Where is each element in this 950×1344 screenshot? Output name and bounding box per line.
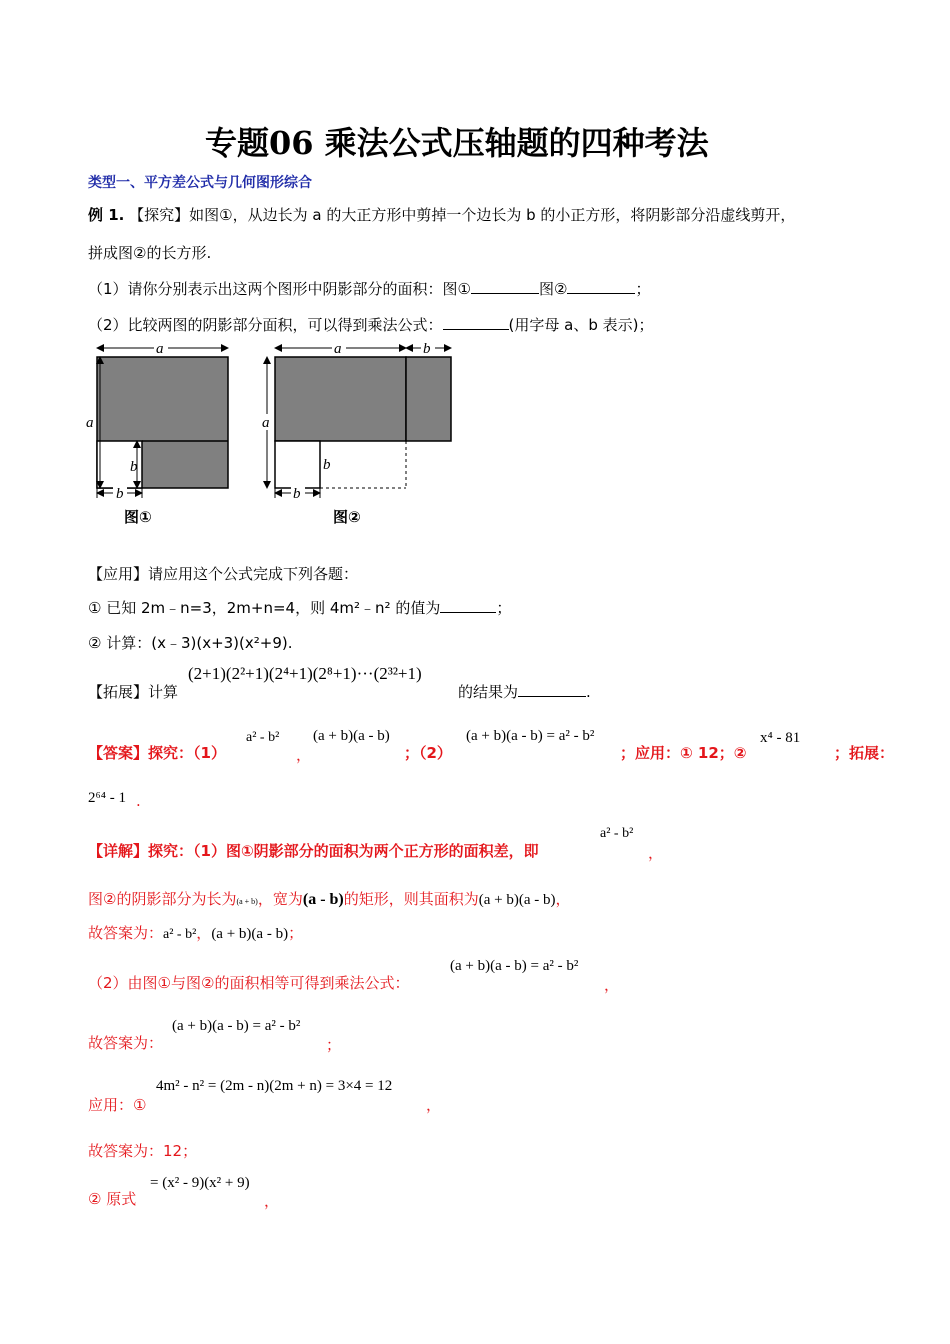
answer-sep-2: ；（2）	[404, 744, 452, 762]
apply-item-1-blank[interactable]	[440, 598, 496, 613]
detail-line-5: 故答案为：	[88, 1034, 164, 1052]
detail-line-2-post: 的矩形，则其面积为	[343, 890, 479, 908]
detail-line-4-end: ，	[604, 976, 620, 994]
extend-post: 的结果为	[458, 683, 519, 701]
apply-item-1	[88, 597, 511, 618]
answer-expr-3: (a + b)(a - b) = a² - b²	[466, 728, 595, 744]
detail-line-2-mid: ，宽为	[257, 890, 303, 908]
answer-label: 【答案】探究：（1）	[88, 744, 226, 762]
detail-line-2	[88, 888, 571, 909]
section-heading: 类型一、平方差公式与几何图形综合	[88, 175, 312, 191]
figure-1	[97, 348, 228, 498]
detail-line-2-small: (a + b)	[236, 897, 258, 906]
q1-end: ；	[635, 280, 651, 298]
detail-line-8: ② 原式	[88, 1190, 137, 1208]
detail-line-6-expr: 4m² - n² = (2m - n)(2m + n) = 3×4 = 12	[156, 1078, 393, 1094]
apply-item-1-text: ① 已知 2m﹣n=3，2m+n=4，则 4m²﹣n² 的值为	[88, 599, 441, 617]
q2-end: (用字母 a、b 表示)；	[508, 316, 654, 334]
fig1-label-b-bottom: b	[116, 486, 124, 502]
page-title: 专题06 乘法公式压轴题的四种考法	[205, 124, 709, 162]
apply-heading: 【应用】请应用这个公式完成下列各题：	[88, 565, 359, 583]
q1-text: （1）请你分别表示出这两个图形中阴影部分的面积：图①	[88, 280, 471, 298]
detail-line-4-expr: (a + b)(a - b) = a² - b²	[450, 958, 579, 974]
detail-line-2-expr: (a + b)(a - b)	[478, 892, 556, 908]
detail-line-1-end: ，	[648, 844, 664, 862]
detail-line-4: （2）由图①与图②的面积相等可得到乘法公式：	[88, 974, 410, 992]
detail-line-3	[88, 922, 303, 943]
extend-line	[458, 681, 591, 702]
answer-sep-1: ，	[296, 746, 312, 764]
answer-sep-4: ；拓展：	[834, 744, 895, 762]
detail-line-3-expr1: a² - b²	[163, 927, 197, 942]
extend-blank[interactable]	[518, 682, 586, 697]
fig1-label-a-top: a	[156, 341, 164, 357]
question-2	[88, 314, 654, 335]
detail-line-3-end: ；	[288, 924, 304, 942]
fig2-caption: 图②	[333, 508, 361, 526]
detail-line-5-end: ；	[326, 1036, 342, 1054]
q2-text: （2）比较两图的阴影部分面积，可以得到乘法公式：	[88, 316, 443, 334]
answer-sep-3: ；应用：① 12；②	[620, 744, 747, 762]
example-line-2: 拼成图②的长方形.	[88, 244, 212, 262]
detail-line-6-end: ，	[426, 1096, 442, 1114]
extend-end: .	[586, 683, 591, 701]
detail-line-5-expr: (a + b)(a - b) = a² - b²	[172, 1018, 301, 1034]
answer-expr-5: 2⁶⁴ - 1	[88, 790, 126, 806]
detail-line-7: 故答案为：12；	[88, 1142, 198, 1160]
fig2-label-a-top: a	[334, 341, 342, 357]
detail-line-2-pre: 图②的阴影部分为长为	[88, 890, 237, 908]
apply-item-2: ② 计算：(x﹣3)(x+3)(x²+9).	[88, 634, 293, 652]
detail-line-2-bold: (a - b)	[302, 891, 344, 908]
fig2-label-b-bottom: b	[293, 486, 301, 502]
detail-line-3-expr2: (a + b)(a - b)	[211, 926, 289, 942]
fig1-caption: 图①	[124, 508, 152, 526]
detail-line-6: 应用：①	[88, 1096, 147, 1114]
extend-label: 【拓展】计算	[88, 683, 179, 701]
answer-expr-2: (a + b)(a - b)	[313, 728, 390, 744]
q1-blank-2[interactable]	[567, 279, 635, 294]
detail-line-1-expr: a² - b²	[600, 826, 634, 841]
example-text-1: 【探究】如图①，从边长为 a 的大正方形中剪掉一个边长为 b 的小正方形，将阴影部分沿虚线剪开，	[129, 206, 796, 224]
apply-item-1-end: ；	[496, 599, 512, 617]
detail-line-8-end: ，	[264, 1192, 280, 1210]
q1-blank-1[interactable]	[471, 279, 539, 294]
detail-line-8-expr: = (x² - 9)(x² + 9)	[150, 1175, 250, 1191]
answer-expr-4: x⁴ - 81	[760, 730, 801, 746]
extend-expression: (2+1)(2²+1)(2⁴+1)(2⁸+1)···(2³²+1)	[188, 664, 422, 683]
answer-end: .	[136, 792, 141, 810]
fig1-label-b-inner: b	[130, 459, 138, 475]
q2-blank[interactable]	[443, 315, 509, 330]
q1-mid: 图②	[539, 280, 568, 298]
fig1-label-a-left: a	[86, 415, 94, 431]
question-1	[88, 278, 650, 299]
fig2-label-b-top: b	[423, 341, 431, 357]
detail-line-3-sep: ，	[196, 924, 212, 942]
figures-diagram	[80, 340, 460, 530]
detail-line-3-pre: 故答案为：	[88, 924, 164, 942]
example-label: 例 1.	[88, 206, 125, 224]
detail-line-1: 【详解】探究：（1）图①阴影部分的面积为两个正方形的面积差，即	[88, 842, 539, 860]
fig2-label-b-inner: b	[323, 457, 331, 473]
answer-expr-1: a² - b²	[246, 730, 280, 745]
detail-line-2-end: ，	[555, 890, 571, 908]
fig2-label-a-left: a	[262, 415, 270, 431]
figure-2	[267, 348, 451, 498]
example-line-1	[88, 204, 795, 225]
